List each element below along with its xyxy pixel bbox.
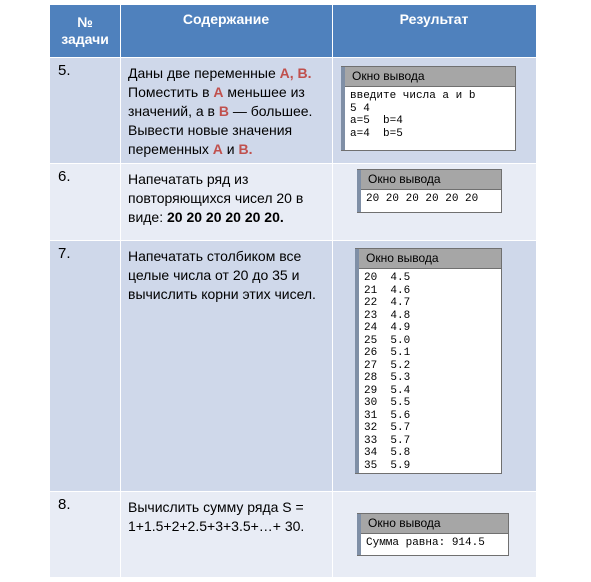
window-edge bbox=[355, 249, 359, 473]
header-number-line2: задачи bbox=[61, 31, 109, 47]
task-variable-a: А bbox=[212, 141, 223, 157]
output-window bbox=[357, 169, 502, 213]
task-text: Поместить в bbox=[128, 84, 214, 100]
header-number-line1: № bbox=[77, 14, 93, 30]
task-text: и bbox=[222, 141, 239, 157]
task-text: Вычислить сумму ряда S = 1+1.5+2+2.5+3+3.5+…+ 30. bbox=[128, 499, 305, 534]
output-window-title: Окно вывода bbox=[358, 170, 501, 190]
task-text: — большее. Вывести новые значения переменных bbox=[128, 103, 313, 157]
header-result-label: Результат bbox=[399, 11, 469, 27]
task-number: 8. bbox=[58, 496, 71, 513]
task-description bbox=[120, 164, 332, 227]
task-description bbox=[120, 58, 332, 159]
output-window-title: Окно вывода bbox=[356, 249, 501, 269]
header-number bbox=[50, 5, 120, 57]
task-description bbox=[120, 241, 332, 304]
task-text: Напечатать столбиком все целые числа от 20 до 35 и вычислить корни этих чисел. bbox=[128, 248, 316, 302]
output-window bbox=[355, 248, 502, 474]
column-divider bbox=[120, 5, 121, 577]
task-text: меньшее из значений, а в bbox=[128, 84, 305, 119]
window-edge bbox=[357, 170, 361, 212]
output-text: 20 4.5 21 4.6 22 4.7 23 4.8 24 4.9 25 5.0 26 5.1 27 5.2 28 5.3 29 5.4 30 5.5 31 5.6 32 5.7 33 5.7 34 5.8 35 5.9 bbox=[364, 272, 411, 472]
task-number: 7. bbox=[58, 245, 71, 262]
output-text: 20 20 20 20 20 20 bbox=[366, 193, 479, 205]
task-text: Даны две переменные bbox=[128, 65, 280, 81]
task-sequence: 20 20 20 20 20 20. bbox=[167, 209, 284, 225]
task-text: Напечатать ряд из повторяющихся чисел 20 в виде: bbox=[128, 171, 304, 225]
header-content bbox=[120, 5, 332, 57]
window-edge bbox=[341, 67, 345, 150]
task-number: 6. bbox=[58, 168, 71, 185]
header-content-label: Содержание bbox=[182, 11, 270, 27]
window-edge bbox=[357, 514, 361, 555]
output-window-title: Окно вывода bbox=[342, 67, 515, 87]
column-divider bbox=[332, 5, 333, 577]
output-window bbox=[341, 66, 516, 151]
output-window bbox=[357, 513, 509, 556]
task-variable-a: А bbox=[213, 84, 224, 100]
task-variable-b: В. bbox=[238, 141, 253, 157]
task-variables: А, В. bbox=[279, 65, 312, 81]
output-text: Сумма равна: 914.5 bbox=[366, 537, 485, 549]
output-window-title: Окно вывода bbox=[358, 514, 508, 534]
task-number: 5. bbox=[58, 62, 71, 79]
output-text: введите числа а и b 5 4 a=5 b=4 a=4 b=5 bbox=[350, 90, 476, 140]
task-variable-b: В bbox=[218, 103, 229, 119]
header-result bbox=[332, 5, 536, 57]
task-description bbox=[120, 492, 332, 536]
